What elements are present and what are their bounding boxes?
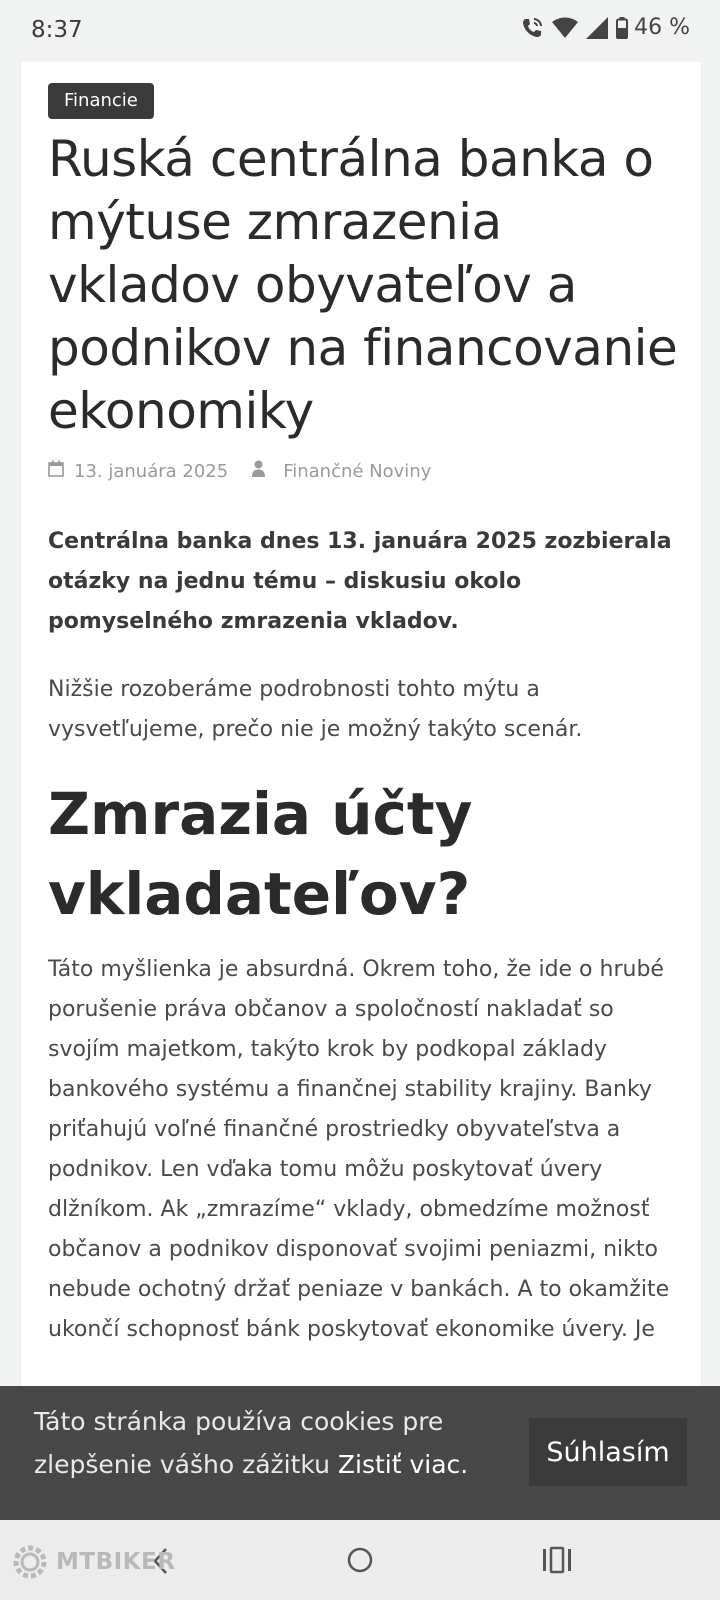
battery-percentage: 46 %: [634, 15, 690, 40]
calendar-icon: [48, 460, 64, 482]
accept-cookies-button[interactable]: Súhlasím: [529, 1418, 687, 1486]
status-time: 8:37: [31, 17, 83, 43]
article-meta: [48, 460, 431, 482]
gear-logo-icon: [10, 1542, 50, 1582]
cookie-message: [34, 1400, 494, 1486]
signal-icon: [586, 17, 608, 39]
wifi-icon: [552, 17, 578, 39]
cookie-learn-more-link[interactable]: Zistiť viac.: [337, 1450, 469, 1479]
category-badge[interactable]: Financie: [48, 83, 154, 119]
status-icons: [520, 15, 690, 40]
article-author[interactable]: Finančné Noviny: [283, 460, 432, 482]
article-title: Ruská centrálna banka o mýtuse zmrazenia vkladov obyvateľov a podnikov na financovanie ekonomiky: [48, 130, 678, 440]
article-paragraph-1: Nižšie rozoberáme podrobnosti tohto mýtu a vysvetľujeme, prečo nie je možný takýto scenár.: [48, 677, 583, 742]
home-icon[interactable]: [346, 1546, 374, 1578]
cookie-banner: [0, 1386, 720, 1520]
article-lead: Centrálna banka dnes 13. januára 2025 zozbierala otázky na jednu tému – diskusiu okolo pomyselného zmrazenia vkladov.: [48, 529, 672, 634]
recent-apps-icon[interactable]: [542, 1546, 572, 1578]
mtbiker-watermark: [10, 1542, 175, 1582]
battery-icon: [616, 17, 628, 39]
cookie-text: Táto stránka používa cookies pre zlepšenie vášho zážitku: [34, 1407, 444, 1479]
user-icon: [252, 460, 265, 482]
status-bar: [0, 0, 720, 62]
article-paragraph-2: Táto myšlienka je absurdná. Okrem toho, že ide o hrubé porušenie práva občanov a spoločností nakladať so svojím majetkom, takýto krok by podkopal základy bankového systému a finančnej stability krajiny. Banky priťahujú voľné finančné prostriedky obyvateľstva a podnikov. Len vďaka tomu môžu poskytovať úvery dlžníkom. Ak „zmrazíme“ vklady, obmedzíme možnosť občanov a podnikov disponovať svojimi peniazmi, nikto nebude ochotný držať peniaze v bankách. A to okamžite ukončí schopnosť bánk poskytovať ekonomike úvery. Je: [48, 957, 670, 1342]
watermark-text: MTBIKER: [56, 1549, 176, 1575]
call-wifi-icon: [520, 16, 544, 40]
article-date[interactable]: 13. januára 2025: [74, 460, 229, 482]
section-heading: Zmrazia účty vkladateľov?: [48, 780, 473, 928]
article-card: [20, 62, 702, 1388]
